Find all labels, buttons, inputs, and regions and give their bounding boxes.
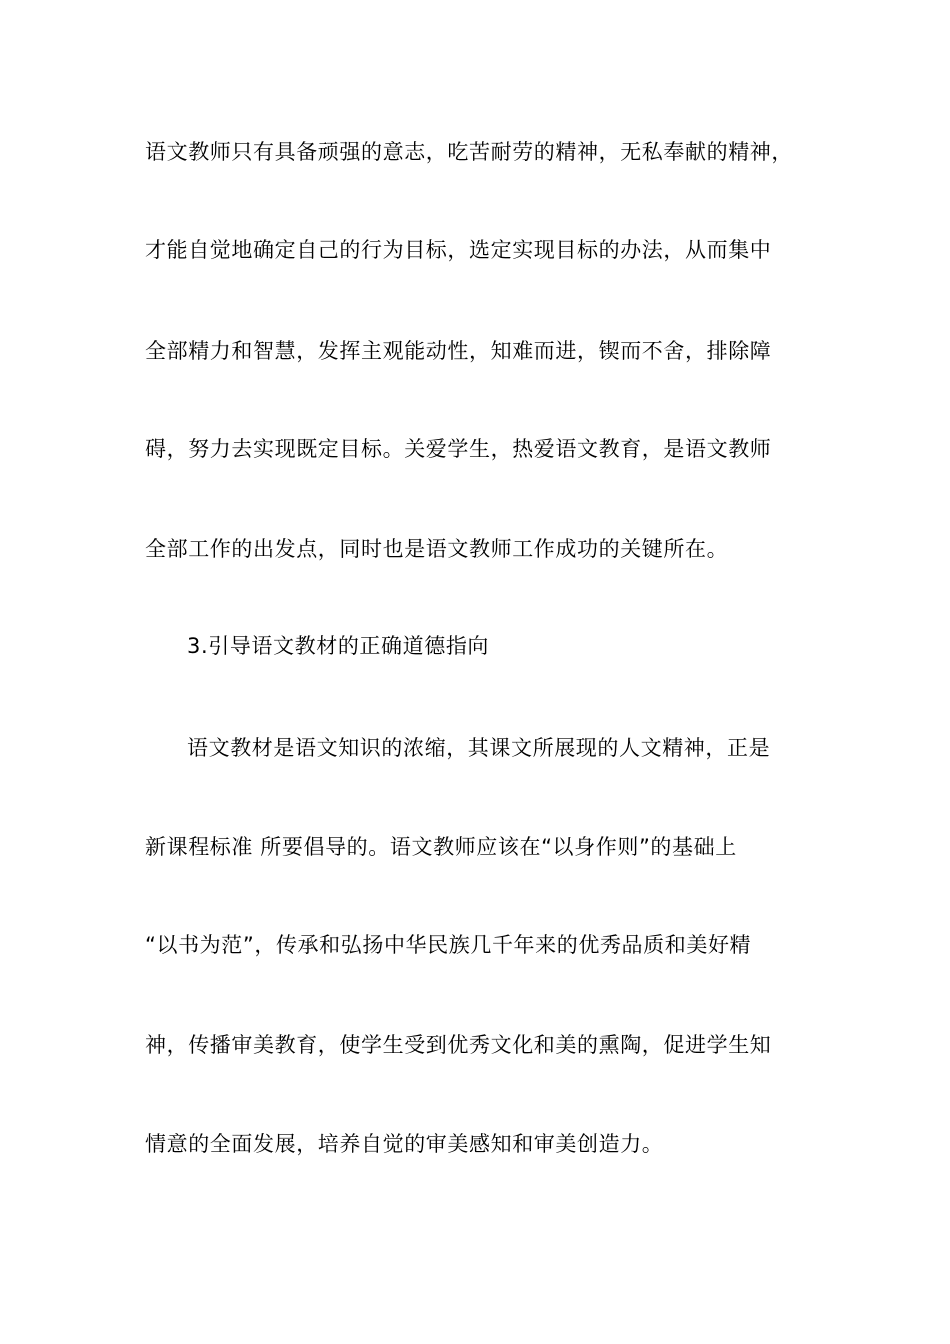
paragraph-line: 全部精力和智慧，发挥主观能动性，知难而进，锲而不舍，排除障 [145,339,772,363]
section-heading: 3.引导语文教材的正确道德指向 [187,634,490,658]
paragraph-line: 语文教材是语文知识的浓缩，其课文所展现的人文精神，正是 [187,736,771,760]
paragraph-line: 语文教师只有具备顽强的意志，吃苦耐劳的精神，无私奉献的精神， [145,140,793,164]
paragraph-line: 神，传播审美教育，使学生受到优秀文化和美的熏陶，促进学生知 [145,1033,772,1057]
paragraph-line: 才能自觉地确定自己的行为目标，选定实现目标的办法，从而集中 [145,238,772,262]
paragraph-line: 碍，努力去实现既定目标。关爱学生，热爱语文教育，是语文教师 [145,437,772,461]
paragraph-line: 情意的全面发展，培养自觉的审美感知和审美创造力。 [145,1132,664,1156]
paragraph-line: 新课程标准 所要倡导的。语文教师应该在“以身作则”的基础上 [145,835,737,859]
paragraph-line: 全部工作的出发点，同时也是语文教师工作成功的关键所在。 [145,537,729,561]
paragraph-line: “以书为范”，传承和弘扬中华民族几千年来的优秀品质和美好精 [145,933,752,957]
